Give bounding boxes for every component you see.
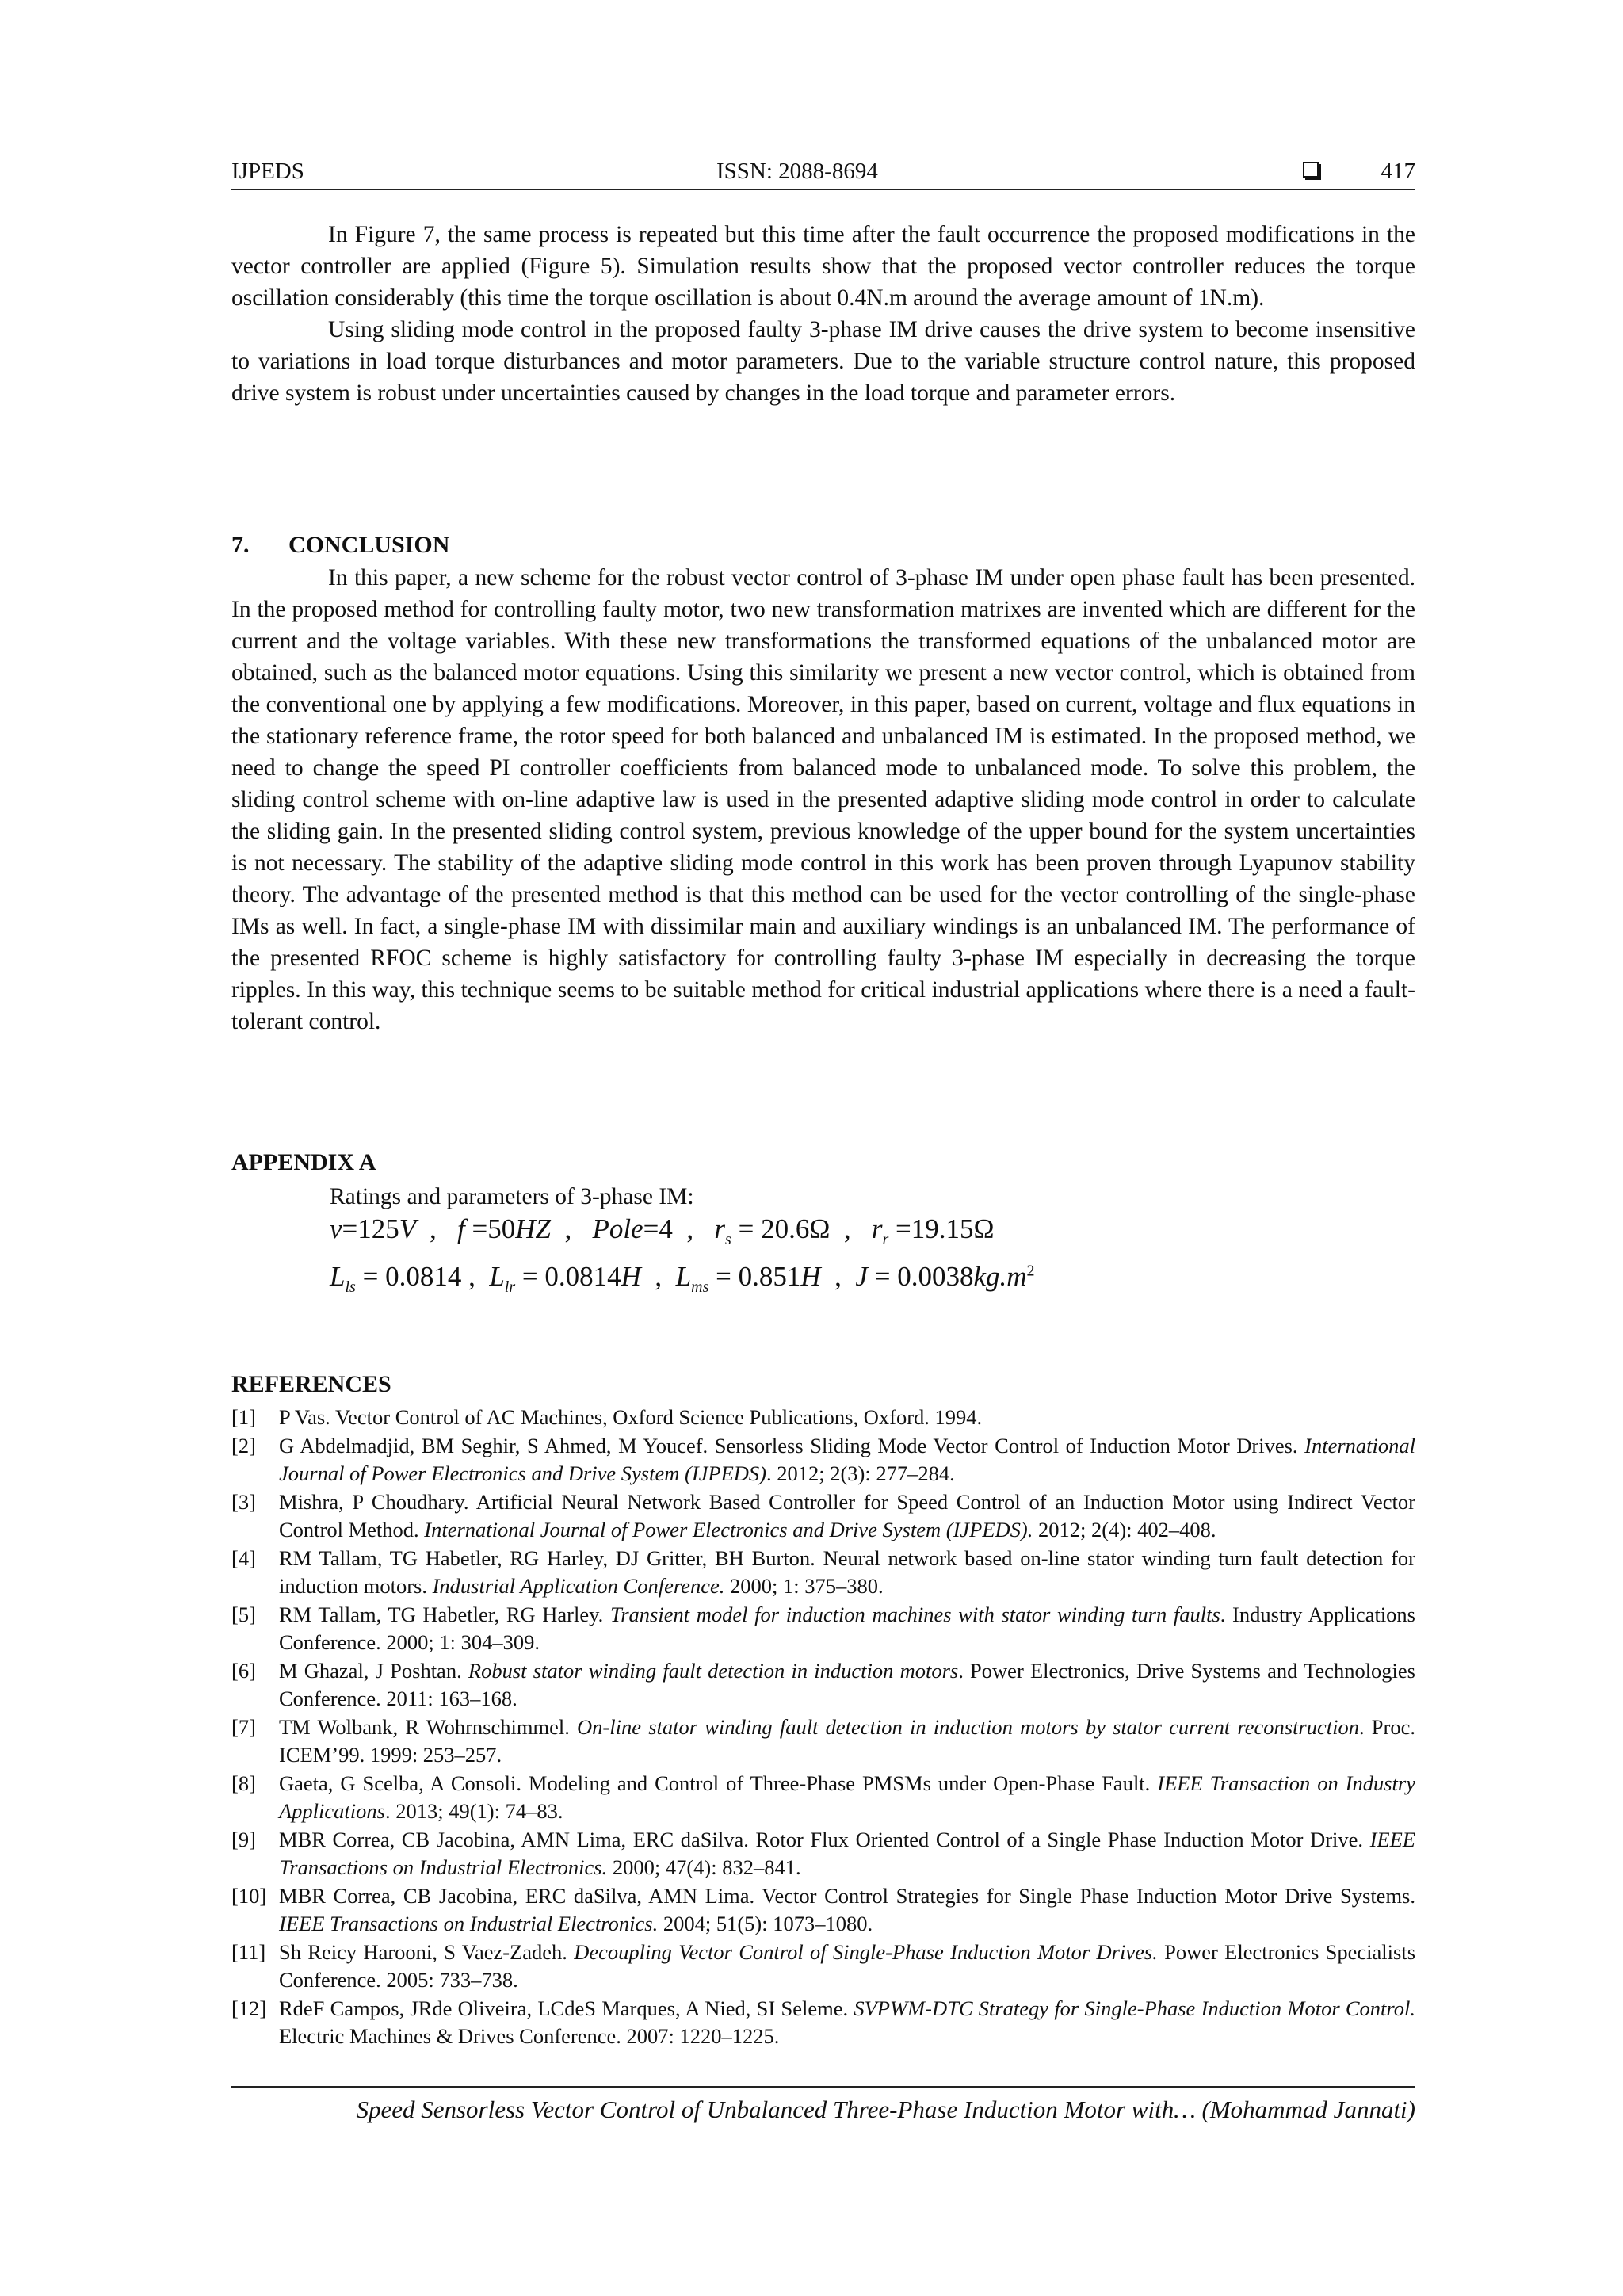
conclusion-text [231, 562, 1415, 1037]
references-heading [231, 1371, 391, 1398]
reference-details: . 2012; 2(3): 277–284. [766, 1461, 955, 1485]
reference-number: [4] [231, 1545, 256, 1570]
reference-source: Industrial Application Conference. [432, 1574, 725, 1598]
reference-details: . Industry Applications Conference. 2000; 1: 304–309. [279, 1602, 1415, 1654]
reference-text: RdeF Campos, JRde Oliveira, LCdeS Marques, A Nied, SI Seleme. [279, 1996, 854, 2020]
paragraph: In this paper, a new scheme for the robust vector control of 3-phase IM under open phase fault has been presented. In the proposed method for controlling faulty motor, two new transformation matrixes are invented which are different for the current and the voltage variables. With these new transformations the transformed equations of the unbalanced motor are obtained, such as the balanced motor equations. Using this similarity we present a new vector control, which is obtained from the conventional one by applying a few modifications. Moreover, in this paper, based on current, voltage and flux equations in the stationary reference frame, the rotor speed for both balanced and unbalanced IM is estimated. In the proposed method, we need to change the speed PI controller coefficients from balanced mode to unbalanced mode. To solve this problem, the sliding control scheme with on-line adaptive law is used in the presented adaptive sliding mode control in order to calculate the sliding gain. In the presented sliding control system, previous knowledge of the upper bound for the system uncertainties is not necessary. The stability of the adaptive sliding mode control in this work has been proven through Lyapunov stability theory. The advantage of the presented method is that this method can be used for the vector controlling of the single-phase IMs as well. In fact, a single-phase IM with dissimilar main and auxiliary windings is an unbalanced IM. The performance of the presented RFOC scheme is highly satisfactory for controlling faulty 3-phase IM especially in decreasing the torque ripples. In this way, this technique seems to be suitable method for critical industrial applications where there is a need a fault-tolerant control. [231, 565, 1415, 1034]
reference-source: International Journal of Power Electronics and Drive System (IJPEDS). [424, 1518, 1033, 1541]
parameters-line-1: v=125V , f =50HZ , Pole=4 , $r_s = 20.6\Omega$ , $r_r =19.15\Omega$ [330, 1213, 995, 1248]
reference-details: . Power Electronics, Drive Systems and Technologies Conference. 2011: 163–168. [279, 1658, 1415, 1710]
reference-number: [8] [231, 1771, 256, 1795]
reference-number: [6] [231, 1658, 256, 1683]
conclusion-heading [231, 532, 449, 559]
paragraph: Using sliding mode control in the proposed faulty 3-phase IM drive causes the drive system to become insensitive to variations in load torque disturbances and motor parameters. Due to the variable structure control nature, this proposed drive system is robust under uncertainties caused by changes in the load torque and parameter errors. [231, 317, 1415, 406]
reference-item [231, 1601, 1415, 1657]
reference-number: [2] [231, 1433, 256, 1457]
parameters-line-2: $L_{ls} = 0.0814$ , $L_{lr} = 0.0814H$ , $L_{ms} = 0.851H$ , $J = 0.0038kg.m^2$ [330, 1261, 1035, 1296]
reference-source: Transient model for induction machines with stator winding turn faults [609, 1602, 1220, 1626]
reference-text: M Ghazal, J Poshtan. [279, 1658, 468, 1683]
reference-number: [9] [231, 1827, 256, 1851]
reference-number: [7] [231, 1714, 256, 1739]
reference-details: Electric Machines & Drives Conference. 2007: 1220–1225. [279, 2024, 780, 2048]
appendix-heading [231, 1149, 376, 1176]
reference-item [231, 1770, 1415, 1826]
reference-item [231, 1939, 1415, 1995]
reference-text: Gaeta, G Scelba, A Consoli. Modeling and Control of Three-Phase PMSMs under Open-Phase Fault. [279, 1771, 1158, 1795]
reference-details: 2000; 1: 375–380. [724, 1574, 884, 1598]
page-footer [231, 2086, 1415, 2124]
reference-details: 2004; 51(5): 1073–1080. [658, 1912, 873, 1935]
reference-item [231, 1882, 1415, 1939]
reference-source: Decoupling Vector Control of Single-Phase Induction Motor Drives. [574, 1939, 1158, 1964]
references-list [231, 1404, 1415, 2051]
reference-text: G Abdelmadjid, BM Seghir, S Ahmed, M Youcef. Sensorless Sliding Mode Vector Control of Induction Motor Drives. [279, 1433, 1305, 1457]
reference-text: TM Wolbank, R Wohrnschimmel. [279, 1714, 578, 1739]
reference-number: [5] [231, 1602, 256, 1626]
reference-number: [11] [231, 1939, 266, 1964]
reference-text: P Vas. Vector Control of AC Machines, Oxford Science Publications, Oxford. 1994. [279, 1405, 983, 1429]
reference-details: . Proc. ICEM’99. 1999: 253–257. [279, 1714, 1416, 1767]
reference-item [231, 1713, 1415, 1770]
square-bullet-icon [1303, 162, 1319, 178]
appendix-intro [330, 1181, 1360, 1213]
reference-item [231, 1545, 1415, 1601]
section-number: 7. [231, 532, 250, 558]
reference-text: RM Tallam, TG Habetler, RG Harley. [279, 1602, 610, 1626]
page-header [231, 154, 1415, 190]
reference-item [231, 1995, 1415, 2051]
reference-source: IEEE Transactions on Industrial Electronics. [279, 1827, 1415, 1879]
paragraph: In Figure 7, the same process is repeated but this time after the fault occurrence the proposed modifications in the vector controller are applied (Figure 5). Simulation results show that the proposed vector controller reduces the torque oscillation considerably (this time the torque oscillation is about 0.4N.m around the average amount of 1N.m). [231, 222, 1415, 311]
journal-name: IJPEDS [231, 159, 304, 184]
reference-number: [10] [231, 1883, 267, 1908]
appendix-caption: Ratings and parameters of 3-phase IM: [330, 1184, 694, 1209]
reference-item [231, 1404, 1415, 1432]
reference-text: MBR Correa, CB Jacobina, AMN Lima, ERC daSilva. Rotor Flux Oriented Control of a Single Phase Induction Motor Drive. [279, 1827, 1370, 1851]
section-title: CONCLUSION [288, 532, 450, 558]
reference-details: 2012; 2(4): 402–408. [1033, 1518, 1216, 1541]
reference-source: IEEE Transactions on Industrial Electronics. [279, 1912, 659, 1935]
issn: ISSN: 2088-8694 [716, 159, 878, 184]
reference-source: International Journal of Power Electronics and Drive System (IJPEDS) [279, 1433, 1415, 1485]
reference-item [231, 1657, 1415, 1713]
section-title: APPENDIX A [231, 1149, 376, 1175]
running-title: Speed Sensorless Vector Control of Unbalanced Three-Phase Induction Motor with… (Mohammad Jannati) [356, 2095, 1415, 2123]
reference-text: RM Tallam, TG Habetler, RG Harley, DJ Gritter, BH Burton. Neural network based on-line stator winding turn fault detection for induction motors. [279, 1545, 1415, 1598]
page-number: 417 [1381, 159, 1415, 184]
intro-text [231, 219, 1415, 409]
reference-number: [3] [231, 1489, 256, 1514]
reference-item [231, 1432, 1415, 1488]
reference-item [231, 1488, 1415, 1545]
reference-text: MBR Correa, CB Jacobina, ERC daSilva, AMN Lima. Vector Control Strategies for Single Phase Induction Motor Drive Systems. [279, 1883, 1415, 1908]
reference-details: Power Electronics Specialists Conference. 2005: 733–738. [279, 1939, 1416, 1992]
reference-details: 2000; 47(4): 832–841. [607, 1855, 801, 1879]
reference-number: [12] [231, 1996, 267, 2020]
reference-item [231, 1826, 1415, 1882]
section-title: REFERENCES [231, 1371, 391, 1397]
reference-source: SVPWM-DTC Strategy for Single-Phase Induction Motor Control. [854, 1996, 1415, 2020]
reference-text: Sh Reicy Harooni, S Vaez-Zadeh. [279, 1939, 575, 1964]
reference-source: On-line stator winding fault detection in induction motors by stator current reconstruction [577, 1714, 1359, 1739]
reference-details: . 2013; 49(1): 74–83. [384, 1799, 563, 1823]
reference-text: Mishra, P Choudhary. Artificial Neural Network Based Controller for Speed Control of an Induction Motor using Indirect Vector Control Method. [279, 1489, 1415, 1541]
reference-number: [1] [231, 1405, 256, 1429]
reference-source: Robust stator winding fault detection in induction motors [468, 1658, 959, 1683]
reference-source: IEEE Transaction on Industry Applications [279, 1771, 1415, 1823]
